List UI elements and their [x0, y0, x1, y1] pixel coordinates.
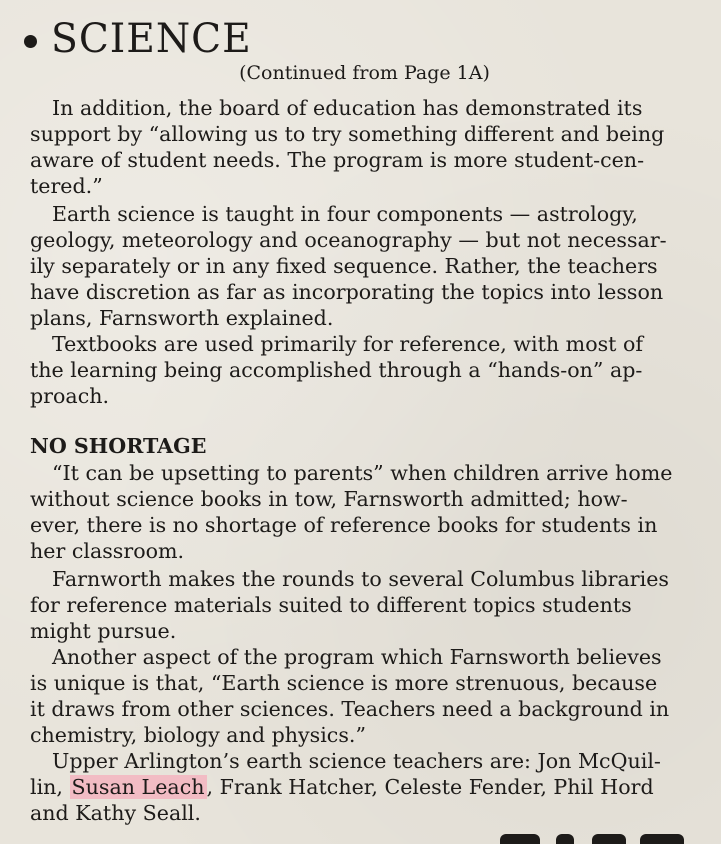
text-line: “It can be upsetting to parents” when children arrive home: [52, 461, 673, 485]
text-line: Earth science is taught in four components — astrology,: [52, 202, 638, 226]
text-line: for reference materials suited to different topics students: [30, 593, 632, 617]
text-line: tered.”: [30, 174, 103, 198]
text-line: her classroom.: [30, 539, 185, 563]
continued-line: (Continued from Page 1A): [239, 62, 490, 84]
text-line: might pursue.: [30, 619, 177, 643]
text-line: In addition, the board of education has demonstrated its: [52, 96, 643, 120]
text-line: Upper Arlington’s earth science teachers are: Jon McQuil-: [52, 749, 661, 773]
text-line: without science books in tow, Farnsworth admitted; how-: [30, 487, 628, 511]
cropped-text-fragment: [500, 834, 690, 844]
highlighted-name: Susan Leach: [71, 775, 205, 799]
text-fragment: , Frank Hatcher, Celeste Fender, Phil Hord: [206, 775, 654, 799]
text-line: it draws from other sciences. Teachers need a background in: [30, 697, 670, 721]
text-line: chemistry, biology and physics.”: [30, 723, 366, 747]
text-line: ily separately or in any fixed sequence. Rather, the teachers: [30, 254, 658, 278]
text-line: have discretion as far as incorporating the topics into lesson: [30, 280, 664, 304]
section-heading: [24, 14, 256, 64]
text-line: the learning being accomplished through a “hands-on” ap-: [30, 358, 643, 382]
heading-title: SCIENCE: [51, 16, 252, 62]
text-line: is unique is that, “Earth science is more strenuous, because: [30, 671, 658, 695]
text-line: plans, Farnsworth explained.: [30, 306, 334, 330]
text-line: ever, there is no shortage of reference books for students in: [30, 513, 658, 537]
text-line: proach.: [30, 384, 110, 408]
text-line: support by “allowing us to try something different and being: [30, 122, 665, 146]
text-line-with-highlight: [30, 774, 654, 800]
text-line: Another aspect of the program which Farnsworth believes: [52, 645, 662, 669]
subhead-no-shortage: NO SHORTAGE: [30, 434, 207, 458]
text-line: and Kathy Seall.: [30, 801, 201, 825]
bullet-icon: [24, 35, 37, 48]
text-line: Farnworth makes the rounds to several Columbus libraries: [52, 567, 669, 591]
text-fragment: lin,: [30, 775, 70, 799]
text-line: Textbooks are used primarily for reference, with most of: [52, 332, 644, 356]
text-line: geology, meteorology and oceanography — but not necessar-: [30, 228, 667, 252]
text-line: aware of student needs. The program is more student-cen-: [30, 148, 645, 172]
